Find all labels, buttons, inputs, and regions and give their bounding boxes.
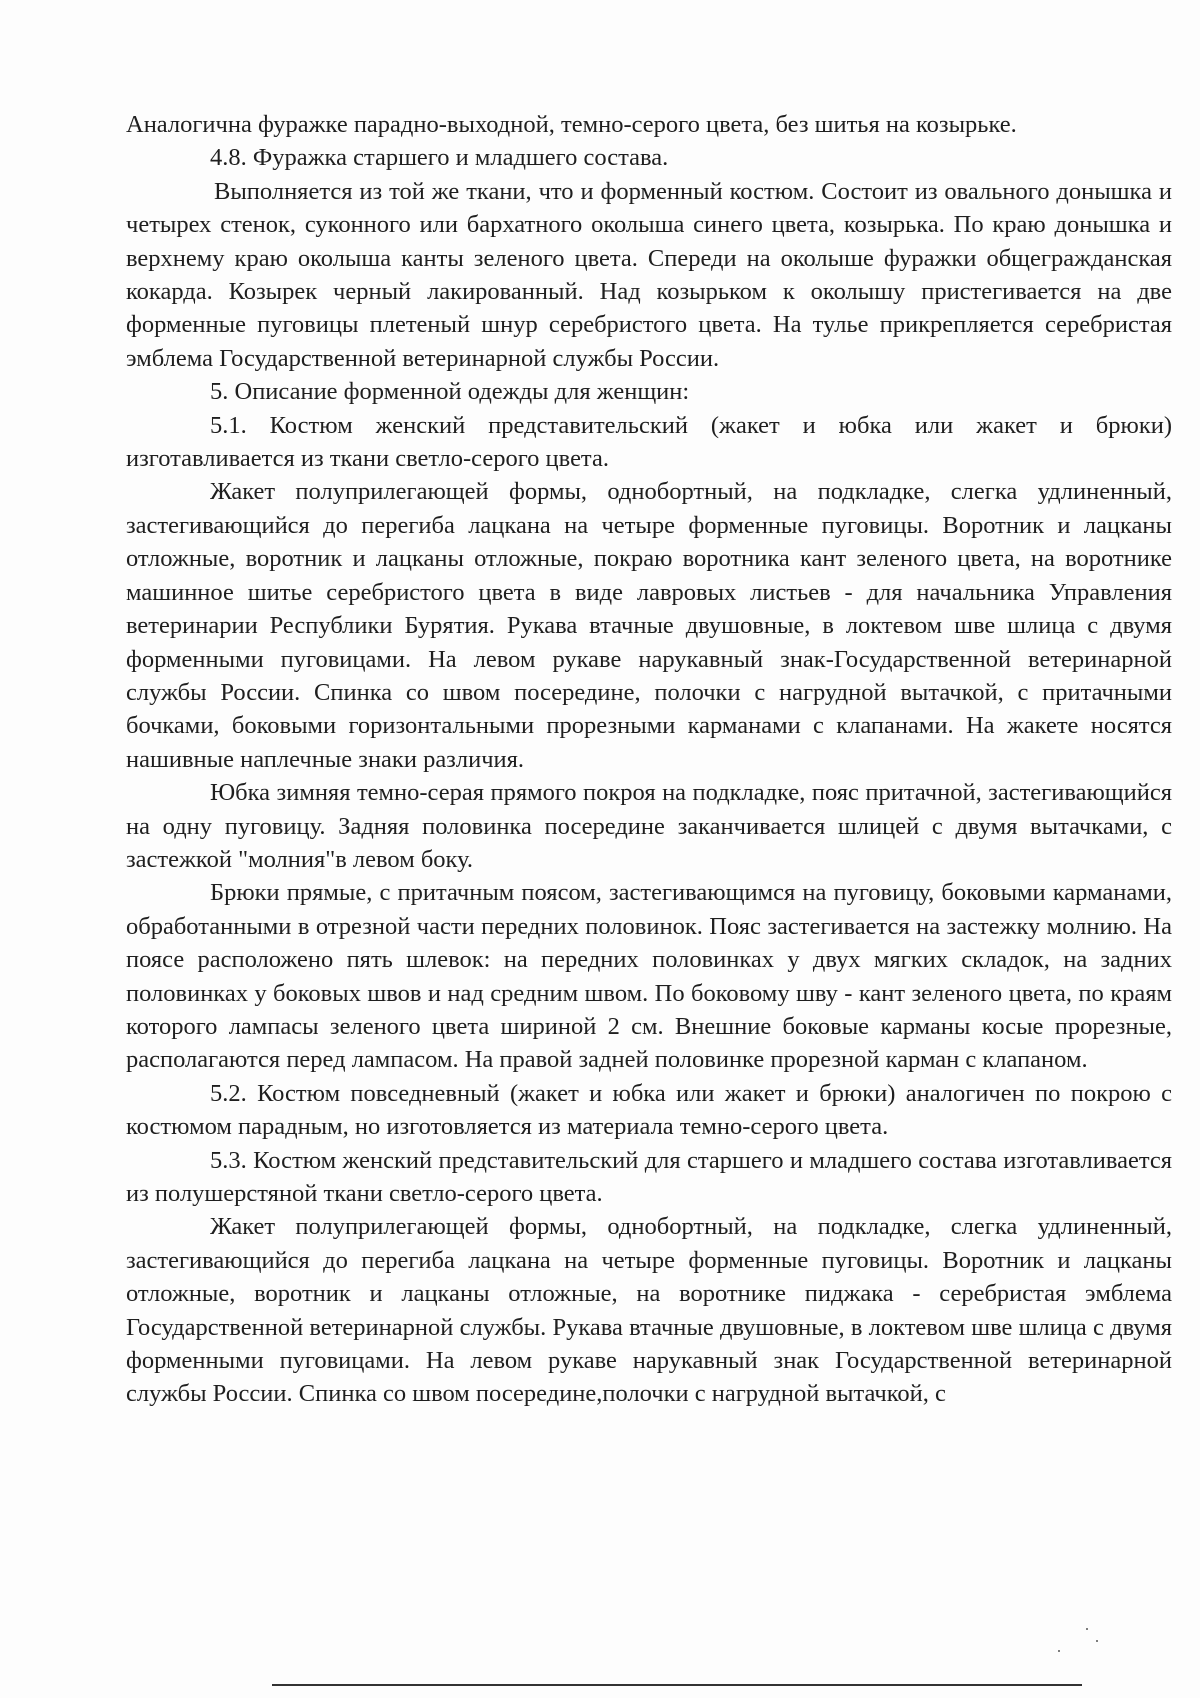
paragraph-5-1: 5.1. Костюм женский представительский (жакет и юбка или жакет и брюки) изготавливается из ткани светло-серого цвета. <box>126 411 1172 473</box>
document-body <box>126 108 1172 1411</box>
scan-speck <box>1058 1650 1060 1652</box>
bottom-scan-line <box>272 1684 1082 1686</box>
paragraph-skirt: Юбка зимняя темно-серая прямого покроя на подкладке, пояс притачной, застегивающийся на одну пуговицу. Задняя половинка посередине заканчивается шлицей с двумя вытачками, с застежкой "молния"в левом боку. <box>126 779 1172 873</box>
heading-4-8: 4.8. Фуражка старшего и младшего состава. <box>210 144 669 172</box>
paragraph-5-2: 5.2. Костюм повседневный (жакет и юбка или жакет и брюки) аналогичен по покрою с костюмом парадным, но изготовляется из материала темно-серого цвета. <box>126 1079 1172 1141</box>
heading-5: 5. Описание форменной одежды для женщин: <box>210 378 690 406</box>
paragraph-trousers: Брюки прямые, с притачным поясом, застегивающимся на пуговицу, боковыми карманами, обработанными в отрезной части передних половинок. Пояс застегивается на застежку молнию. На поясе расположено пять шлевок: на передних половинках у двух мягких складок, на задних половинках у боковых швов и над средним швом. По боковому шву - кант зеленого цвета, по краям которого лампасы зеленого цвета шириной 2 см. Внешние боковые карманы косые прорезные, располагаются перед лампасом. На правой задней половинке прорезной карман с клапаном. <box>126 879 1172 1074</box>
scan-speck <box>1096 1640 1098 1642</box>
paragraph-jacket-representative: Жакет полуприлегающей формы, однобортный, на подкладке, слегка удлиненный, застегивающийся до перегиба лацкана на четыре форменные пуговицы. Воротник и лацканы отложные, воротник и лацканы отложные, покраю воротника кант зеленого цвета, на воротнике машинное шитье серебристого цвета в виде лавровых листьев - для начальника Управления ветеринарии Республики Бурятия. Рукава втачные двушовные, в локтевом шве шлица с двумя форменными пуговицами. На левом рукаве нарукавный знак-Государственной ветеринарной службы России. Спинка со швом посередине, полочки с нагрудной вытачкой, с притачными бочками, боковыми горизонтальными прорезными карманами с клапанами. На жакете носятся нашивные наплечные знаки различия. <box>126 478 1172 773</box>
scan-speck <box>1086 1628 1088 1630</box>
paragraph-5-3: 5.3. Костюм женский представительский для старшего и младшего состава изготавливается из полушерстяной ткани светло-серого цвета. <box>126 1146 1172 1207</box>
paragraph-cap-material: Выполняется из той же ткани, что и форменный костюм. Состоит из овального донышка и четырех стенок, суконного или бархатного околыша синего цвета, козырька. По краю донышка и верхнему краю околыша канты зеленого цвета. Спереди на околыше фуражки общегражданская кокарда. Козырек черный лакированный. Над козырьком к околышу пристегивается на две форменные пуговицы плетеный шнур серебристого цвета. На тулье прикрепляется серебристая эмблема Государственной ветеринарной службы России. <box>126 177 1172 372</box>
paragraph-jacket-staff: Жакет полуприлегающей формы, однобортный, на подкладке, слегка удлиненный, застегивающийся до перегиба лацкана на четыре форменные пуговицы. Воротник и лацканы отложные, воротник и лацканы отложные, на воротнике пиджака - серебристая эмблема Государственной ветеринарной службы. Рукава втачные двушовные, в локтевом шве шлица с двумя форменными пуговицами. На левом рукаве нарукавный знак Государственной ветеринарной службы России. Спинка со швом посередине,полочки с нагрудной вытачкой, с <box>126 1213 1172 1408</box>
paragraph-cap-description: Аналогична фуражке парадно-выходной, темно-серого цвета, без шитья на козырьке. <box>126 111 1017 138</box>
